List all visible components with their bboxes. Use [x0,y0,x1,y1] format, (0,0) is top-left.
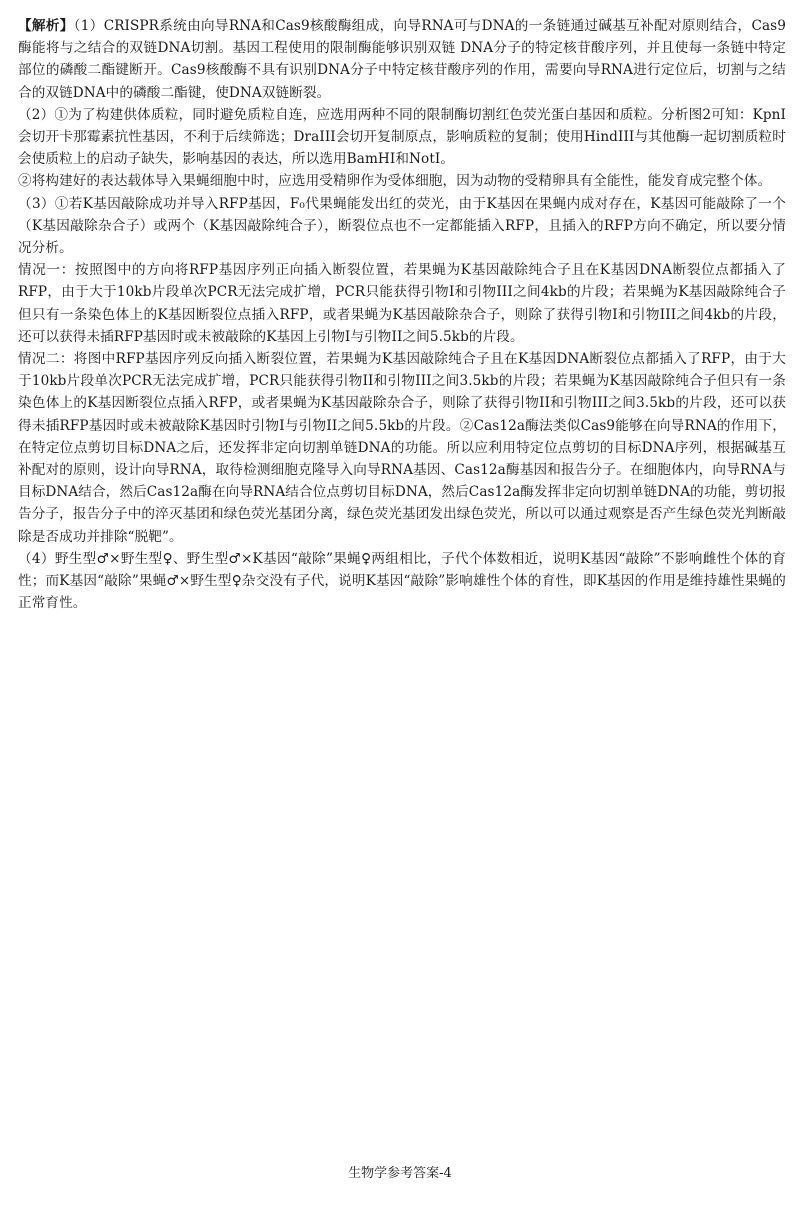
paragraph-text: ②将构建好的表达载体导入果蝇细胞中时，应选用受精卵作为受体细胞，因为动物的受精卵具有全能性，能发育成完整个体。 [18,173,772,190]
analysis-paragraph-6 [18,348,786,548]
analysis-paragraph-1 [18,15,786,104]
analysis-paragraph-5 [18,259,786,348]
paragraph-text: （2）①为了构建供体质粒，同时避免质粒自连，应选用两种不同的限制酶切割红色荧光蛋白基因和质粒。分析图2可知：KpnI会切开卡那霉素抗性基因，不利于后续筛选；DraIII会切开复制原点，影响质粒的复制；使用HindIII与其他酶一起切割质粒时会使质粒上的启动子缺失，影响基因的表达，所以选用BamHI和NotI。 [18,106,786,168]
paragraph-text: 情况一：按照图中的方向将RFP基因序列正向插入断裂位置，若果蝇为K基因敲除纯合子且在K基因DNA断裂位点都插入了RFP，由于大于10kb片段单次PCR无法完成扩增，PCR只能获得引物I和引物III之间4kb的片段；若果蝇为K基因敲除纯合子但只有一条染色体上的K基因断裂位点插入RFP，或者果蝇为K基因敲除杂合子，则除了获得引物I和引物III之间4kb的片段，还可以获得未插RFP基因时或未被敲除的K基因上引物I与引物II之间5.5kb的片段。 [18,262,787,345]
paragraph-text: （1）CRISPR系统由向导RNA和Cas9核酸酶组成，向导RNA可与DNA的一条链通过碱基互补配对原则结合，Cas9酶能将与之结合的双链DNA切割。基因工程使用的限制酶能够识别双链 DNA分子的特定核苷酸序列，并且使每一条链中特定部位的磷酸二酯键断开。Cas9核酸酶不具有识别DNA分子中特定核苷酸序列的作用，需要向导RNA进行定位后，切割与之结合的双链DNA中的磷酸二酯键，使DNA双链断裂。 [18,18,786,101]
analysis-heading-label: 【解析】 [18,18,74,34]
paragraph-text: （4）野生型♂×野生型♀、野生型♂×K基因“敲除”果蝇♀两组相比，子代个体数相近，说明K基因“敲除”不影响雌性个体的育性；而K基因“敲除”果蝇♂×野生型♀杂交没有子代，说明K基因“敲除”影响雄性个体的育性，即K基因的作用是维持雄性果蝇的正常育性。 [18,550,786,612]
paragraph-text: 情况二：将图中RFP基因序列反向插入断裂位置，若果蝇为K基因敲除纯合子且在K基因DNA断裂位点都插入了RFP，由于大于10kb片段单次PCR无法完成扩增，PCR只能获得引物II和引物III之间3.5kb的片段；若果蝇为K基因敲除纯合子但只有一条染色体上的K基因断裂位点插入RFP，或者果蝇为K基因敲除杂合子，则除了获得引物II和引物III之间3.5kb的片段，还可以获得未插RFP基因时或未被敲除K基因时引物I与引物II之间5.5kb的片段。②Cas12a酶法类似Cas9能够在向导RNA的作用下，在特定位点剪切目标DNA之后，还发挥非定向切割单链DNA的功能。所以应利用特定位点剪切的目标DNA序列，根据碱基互补配对的原则，设计向导RNA，取待检测细胞克隆导入向导RNA基因、Cas12a酶基因和报告分子。在细胞体内，向导RNA与目标DNA结合，然后Cas12a酶在向导RNA结合位点剪切目标DNA，然后Cas12a酶发挥非定向切割单链DNA的功能，剪切报告分子，报告分子中的淬灭基团和绿色荧光基团分离，绿色荧光基团发出绿色荧光，所以可以通过观察是否产生绿色荧光判断敲除是否成功并排除“脱靶”。 [18,351,786,545]
page-number-label: 生物学参考答案-4 [348,1166,452,1181]
paragraph-text: （3）①若K基因敲除成功并导入RFP基因，F₀代果蝇能发出红的荧光，由于K基因在果蝇内成对存在，K基因可能敲除了一个（K基因敲除杂合子）或两个（K基因敲除纯合子），断裂位点也不一定都能插入RFP，且插入的RFP方向不确定，所以要分情况分析。 [18,195,786,257]
analysis-paragraph-2 [18,104,786,171]
analysis-paragraph-4 [18,193,786,260]
analysis-paragraph-3 [18,170,786,192]
page-footer [0,1165,800,1183]
analysis-body [18,15,786,614]
analysis-paragraph-7 [18,548,786,615]
